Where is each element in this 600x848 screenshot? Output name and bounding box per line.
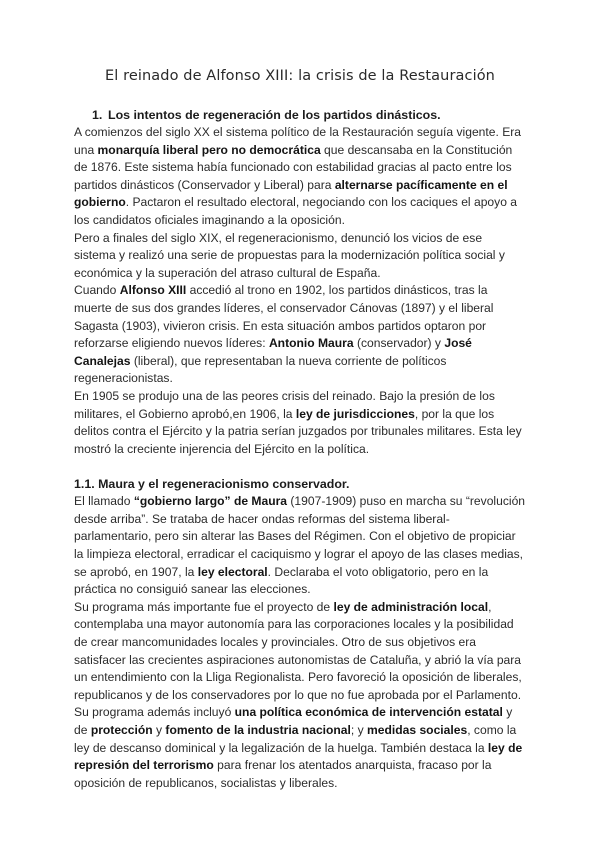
bold-text: monarquía liberal pero no democrática xyxy=(97,142,321,157)
paragraph xyxy=(74,124,526,230)
text-run: Pero a finales del siglo XIX, el regeneracionismo, denunció los vicios de ese sistema y realizó una serie de propuestas para la modernización política social y económica y la superación del atraso cultural de España. xyxy=(74,230,505,280)
text-run: Su programa más importante fue el proyecto de xyxy=(74,599,334,614)
bold-text: una política económica de intervención estatal xyxy=(234,705,503,720)
bold-text: fomento de la industria nacional xyxy=(165,723,351,737)
bold-text: ley de administración local xyxy=(333,599,489,614)
section-1-1-heading: 1.1. Maura y el regeneracionismo conservador. xyxy=(74,477,350,492)
text-run: accedió al trono en 1902, los partidos dinásticos, tras la muerte de sus dos grandes líderes, el conservador Cánovas (1897) y el liberal Sagasta (1903), vivieron crisis. En esta situación ambos partidos optaron por reforzarse eligiendo nuevos líderes: xyxy=(74,283,494,351)
document-title: El reinado de Alfonso XIII: la crisis de la Restauración xyxy=(105,68,495,84)
text-run: , como la ley de descanso dominical y la legalización de la huelga. También destaca la xyxy=(74,723,517,755)
paragraph xyxy=(74,388,526,458)
text-run: y de xyxy=(74,705,513,737)
text-run: A comienzos del siglo XX el sistema político de la Restauración seguía vigente. Era una xyxy=(74,125,522,157)
text-run: , por la que los delitos contra el Ejército y la patria serían juzgados por tribunales militares. Esta ley mostró la creciente injerencia del Ejército en la política. xyxy=(74,406,522,456)
text-run: Su programa además incluyó xyxy=(74,705,235,720)
section-1-heading xyxy=(74,106,526,124)
paragraph xyxy=(74,282,526,388)
text-run: ; y xyxy=(350,723,368,737)
bold-text: José Canalejas xyxy=(74,336,472,368)
paragraph xyxy=(74,493,526,599)
bold-text: ley electoral xyxy=(197,564,268,579)
bold-text: Antonio Maura xyxy=(268,336,354,351)
paragraph xyxy=(74,704,526,792)
text-run: para frenar los atentados anarquista, fracaso por la oposición de republicanos, socialistas y liberales. xyxy=(74,758,492,790)
bold-text: ley de represión del terrorismo xyxy=(74,740,523,773)
bold-text: alternarse pacíficamente en el gobierno xyxy=(74,177,508,210)
text-run: (liberal), que representaban la nueva corriente de políticos regeneracionistas. xyxy=(74,353,447,386)
text-run: . Declaraba el voto obligatorio, pero en la práctica no consiguió sanear las elecciones. xyxy=(74,564,489,597)
text-run: y xyxy=(152,723,166,737)
bold-text: protección xyxy=(90,723,153,737)
text-run: que descansaba en la Constitución de 1876. Este sistema había funcionado con estabilidad gracias al pacto entre los partidos dinásticos (Conservador y Liberal) para xyxy=(74,142,513,192)
section-1-number: 1. xyxy=(92,108,103,122)
paragraph xyxy=(74,599,526,705)
text-run: . Pactaron el resultado electoral, negociando con los caciques el apoyo a los candidatos oficiales imaginando a la oposición. xyxy=(74,195,518,227)
bold-text: ley de jurisdicciones xyxy=(295,406,415,421)
text-run: Cuando xyxy=(74,283,120,298)
section-1-heading-text: Los intentos de regeneración de los partidos dinásticos. xyxy=(108,108,441,122)
paragraph xyxy=(74,230,526,283)
text-run: , contemplaba una mayor autonomía para las corporaciones locales y la posibilidad de crear mancomunidades locales y provinciales. Otro de sus objetivos era satisfacer las crecientes aspiraciones autonomistas de Cataluña, y abrió la vía para un entendimiento con la Lliga Regionalista. Pero favoreció la oposición de liberales, republicanos y de los conservadores por lo que no fue aprobada por el Parlamento. xyxy=(74,599,522,702)
text-run: El llamado xyxy=(74,494,134,509)
bold-text: medidas sociales xyxy=(367,723,468,737)
text-run: (1907-1909) puso en marcha su “revolución desde arriba”. Se trataba de hacer ondas reformas del sistema liberal-parlamentario, pero sin alterar las Bases del Régimen. Con el objetivo de propiciar la limpieza electoral, erradicar el caciquismo y lograr el apoyo de las clases medias, se aprobó, en 1907, la xyxy=(74,494,526,579)
text-run: (conservador) y xyxy=(353,336,445,351)
text-run: En 1905 se produjo una de las peores crisis del reinado. Bajo la presión de los militares, el Gobierno aprobó,en 1906, la xyxy=(74,388,495,421)
bold-text: “gobierno largo” de Maura xyxy=(133,494,288,509)
bold-text: Alfonso XIII xyxy=(119,283,187,298)
